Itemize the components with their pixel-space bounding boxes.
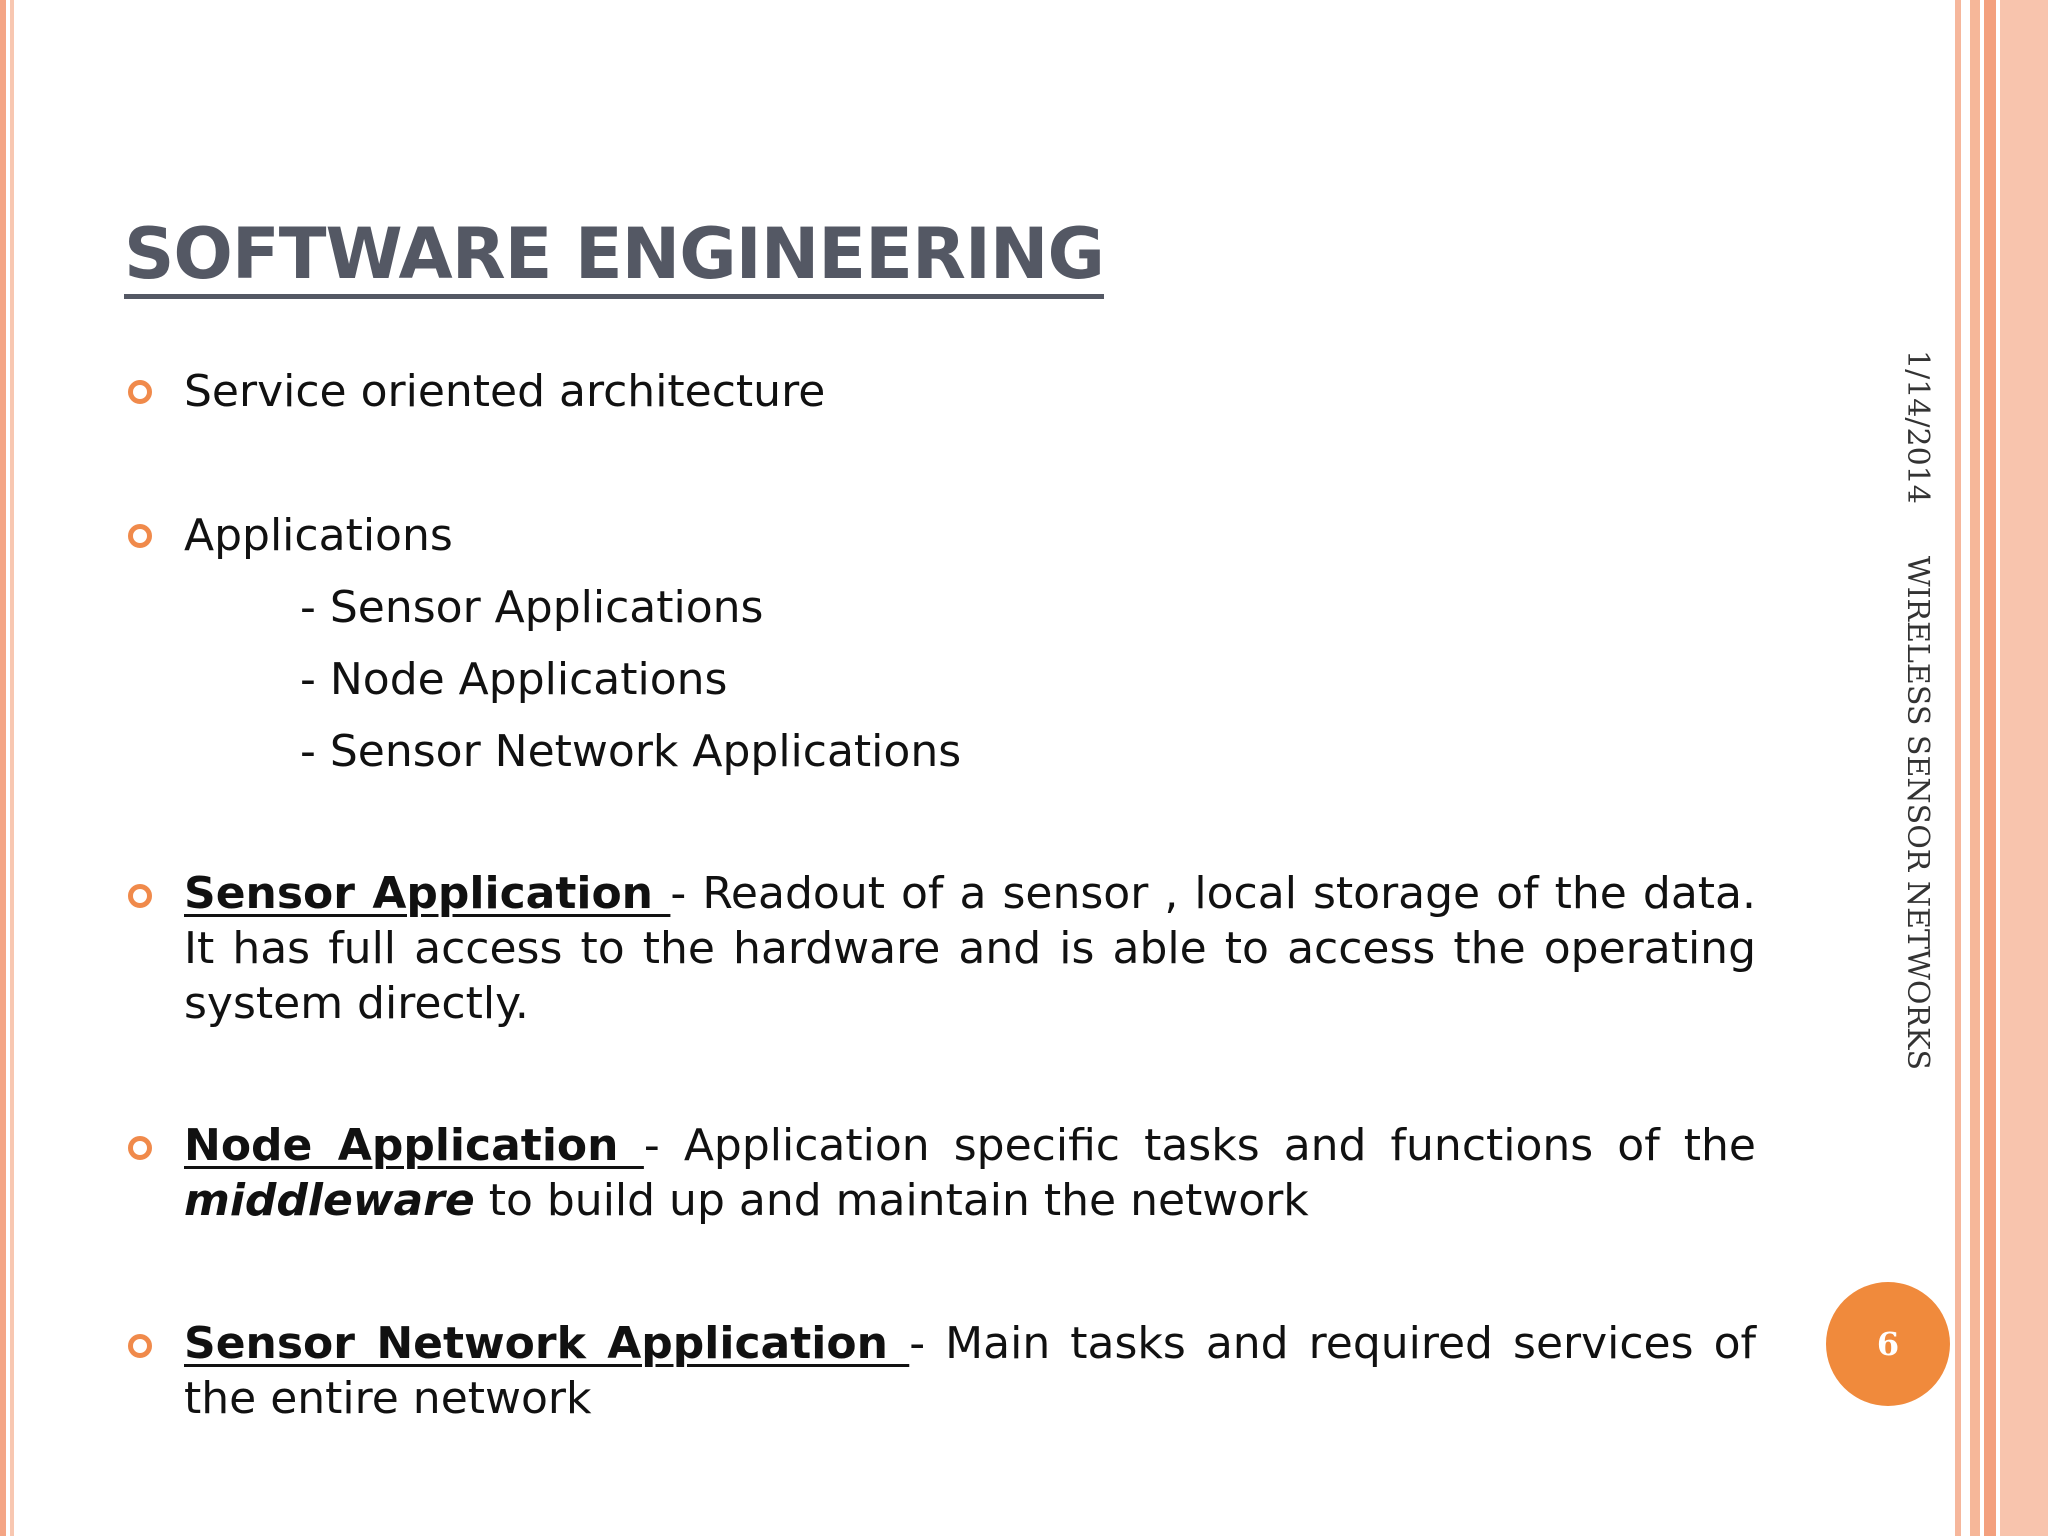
presentation-title-footer: WIRELESS SENSOR NETWORKS	[1900, 555, 1935, 1071]
bullet-icon	[128, 884, 152, 908]
bullet-icon	[128, 380, 152, 404]
left-border-stripe-inner	[10, 0, 14, 1536]
node-application-description-end: to build up and maintain the network	[474, 1175, 1309, 1226]
slide-title: SOFTWARE ENGINEERING	[124, 214, 1104, 299]
slide-date: 1/14/2014	[1900, 350, 1935, 504]
bullet-icon	[128, 1334, 152, 1358]
bullet-service-oriented: Service oriented architecture	[184, 366, 826, 417]
right-border-stripe-dark	[1984, 0, 1996, 1536]
bullet-node-application	[184, 1118, 1756, 1228]
sensor-application-description: - Readout of a sensor , local storage of the data. It has full access to the hardware and is able to access the operating system directly.	[184, 868, 1756, 1029]
sub-item-sensor-applications: - Sensor Applications	[300, 582, 764, 633]
right-border-stripe	[1970, 0, 1980, 1536]
bullet-applications: Applications	[184, 510, 453, 561]
sensor-network-application-description: - Main tasks and required services of the entire network	[184, 1318, 1756, 1424]
page-number: 6	[1876, 1325, 1900, 1363]
vertical-footer	[1900, 350, 1935, 1070]
sub-item-node-applications: - Node Applications	[300, 654, 728, 705]
right-border-stripe-wide	[2000, 0, 2048, 1536]
left-border-stripe	[0, 0, 6, 1536]
bullet-sensor-application	[184, 866, 1756, 1031]
middleware-emphasis: middleware	[184, 1175, 475, 1226]
node-application-description-start: - Application specific tasks and functions of the	[643, 1120, 1756, 1171]
term-sensor-network-application: Sensor Network Application	[184, 1318, 910, 1369]
page-number-badge	[1826, 1282, 1950, 1406]
term-sensor-application: Sensor Application	[184, 868, 671, 919]
sub-item-sensor-network-applications: - Sensor Network Applications	[300, 726, 962, 777]
bullet-sensor-network-application	[184, 1316, 1756, 1426]
bullet-icon	[128, 524, 152, 548]
term-node-application: Node Application	[184, 1120, 644, 1171]
bullet-icon	[128, 1136, 152, 1160]
right-border-stripe-thin	[1955, 0, 1961, 1536]
